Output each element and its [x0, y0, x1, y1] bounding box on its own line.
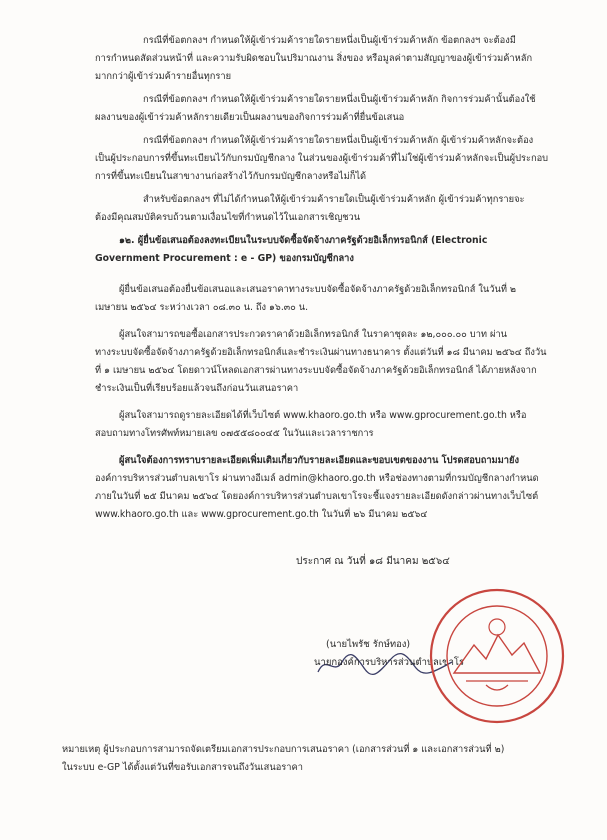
clarify-line3: ภายในวันที่ ๒๕ มีนาคม ๒๕๖๔ โดยองค์การบริหารส่วนตำบลเขาโรจะชี้แจงรายละเอียดดังกล่าวผ่านทางเว็บไซต์	[95, 491, 539, 502]
section12-line2: Government Procurement : e - GP) ของกรมบัญชีกลาง	[95, 253, 354, 264]
note-line2: ในระบบ e-GP ได้ตั้งแต่วันที่ขอรับเอกสารจนถึงวันเสนอราคา	[62, 762, 303, 773]
info-line1: ผู้สนใจสามารถดูรายละเอียดได้ที่เว็บไซต์ www.khaoro.go.th หรือ www.gprocurement.go.th หรือ	[119, 410, 527, 421]
signer-name: (นายไพรัช รักษ์ทอง)	[326, 639, 411, 650]
purchase-line1: ผู้สนใจสามารถขอซื้อเอกสารประกวดราคาด้วยอิเล็กทรอนิกส์ ในราคาชุดละ ๑๒,๐๐๐.๐๐ บาท ผ่าน	[119, 329, 508, 340]
submission-line1: ผู้ยื่นข้อเสนอต้องยื่นข้อเสนอและเสนอราคาทางระบบจัดซื้อจัดจ้างภาครัฐด้วยอิเล็กทรอนิกส์ ในวันที่ ๒	[119, 284, 517, 295]
note-line1: หมายเหตุ ผู้ประกอบการสามารถจัดเตรียมเอกสารประกอบการเสนอราคา (เอกสารส่วนที่ ๑ และเอกสารส่วนที่ ๒)	[62, 744, 505, 755]
cond-p1-line2: การกำหนดสัดส่วนหน้าที่ และความรับผิดชอบในปริมาณงาน สิ่งของ หรือมูลค่าตามสัญญาของผู้เข้าร่วมค้าหลัก	[95, 53, 533, 64]
cond-p3-line3: การที่ขึ้นทะเบียนในสาขางานก่อสร้างไว้กับกรมบัญชีกลางหรือไม่ก็ได้	[95, 171, 367, 182]
clarify-line2: องค์การบริหารส่วนตำบลเขาโร ผ่านทางอีเมล์ admin@khaoro.go.th หรือช่องทางตามที่กรมบัญชีกลางกำหนด	[95, 473, 539, 484]
clarify-line4: www.khaoro.go.th และ www.gprocurement.go.th ในวันที่ ๒๖ มีนาคม ๒๕๖๔	[95, 509, 428, 520]
purchase-line3: ที่ ๑ เมษายน ๒๕๖๔ โดยดาวน์โหลดเอกสารผ่านทางระบบจัดซื้อจัดจ้างภาครัฐด้วยอิเล็กทรอนิกส์ ได้ภายหลังจาก	[95, 365, 537, 376]
submission-line2: เมษายน ๒๕๖๔ ระหว่างเวลา ๐๘.๓๐ น. ถึง ๑๖.๓๐ น.	[95, 302, 309, 313]
section12-line1: ๑๒. ผู้ยื่นข้อเสนอต้องลงทะเบียนในระบบจัดซื้อจัดจ้างภาครัฐด้วยอิเล็กทรอนิกส์ (Electronic	[119, 235, 488, 246]
announce-date: ประกาศ ณ วันที่ ๑๘ มีนาคม ๒๕๖๔	[296, 556, 450, 567]
cond-p2-line2: ผลงานของผู้เข้าร่วมค้าหลักรายเดียวเป็นผลงานของกิจการร่วมค้าที่ยื่นข้อเสนอ	[95, 112, 405, 123]
clarify-line1: ผู้สนใจต้องการทราบรายละเอียดเพิ่มเติมเกี่ยวกับรายละเอียดและขอบเขตของงาน โปรดสอบถามมายัง	[119, 455, 520, 466]
cond-p3-line2: เป็นผู้ประกอบการที่ขึ้นทะเบียนไว้กับกรมบัญชีกลาง ในส่วนของผู้เข้าร่วมค้าที่ไม่ใช่ผู้เข้าร่วมค้าหลักจะเป็นผู้ประกอบ	[95, 153, 549, 164]
purchase-line2: ทางระบบจัดซื้อจัดจ้างภาครัฐด้วยอิเล็กทรอนิกส์และชำระเงินผ่านทางธนาคาร ตั้งแต่วันที่ ๑๘ มีนาคม ๒๕๖๔ ถึงวัน	[95, 347, 547, 358]
cond-p1-line1: กรณีที่ข้อตกลงฯ กำหนดให้ผู้เข้าร่วมค้ารายใดรายหนึ่งเป็นผู้เข้าร่วมค้าหลัก ข้อตกลงฯ จะต้องมี	[143, 35, 516, 46]
cond-p3-line1: กรณีที่ข้อตกลงฯ กำหนดให้ผู้เข้าร่วมค้ารายใดรายหนึ่งเป็นผู้เข้าร่วมค้าหลัก ผู้เข้าร่วมค้าหลักจะต้อง	[143, 135, 534, 146]
signer-position: นายกองค์การบริหารส่วนตำบลเขาโร	[314, 657, 465, 668]
cond-p4-line2: ต้องมีคุณสมบัติครบถ้วนตามเงื่อนไขที่กำหนดไว้ในเอกสารเชิญชวน	[95, 212, 361, 223]
info-line2: สอบถามทางโทรศัพท์หมายเลข ๐๗๕๕๘๐๐๔๕ ในวันและเวลาราชการ	[95, 428, 374, 439]
official-seal-icon	[426, 585, 568, 727]
cond-p4-line1: สำหรับข้อตกลงฯ ที่ไม่ได้กำหนดให้ผู้เข้าร่วมค้ารายใดเป็นผู้เข้าร่วมค้าหลัก ผู้เข้าร่วมค้าทุกรายจะ	[143, 194, 525, 205]
cond-p1-line3: มากกว่าผู้เข้าร่วมค้ารายอื่นทุกราย	[95, 71, 232, 82]
purchase-line4: ชำระเงินเป็นที่เรียบร้อยแล้วจนถึงก่อนวันเสนอราคา	[95, 383, 299, 394]
cond-p2-line1: กรณีที่ข้อตกลงฯ กำหนดให้ผู้เข้าร่วมค้ารายใดรายหนึ่งเป็นผู้เข้าร่วมค้าหลัก กิจการร่วมค้านั้นต้องใช้	[143, 94, 536, 105]
